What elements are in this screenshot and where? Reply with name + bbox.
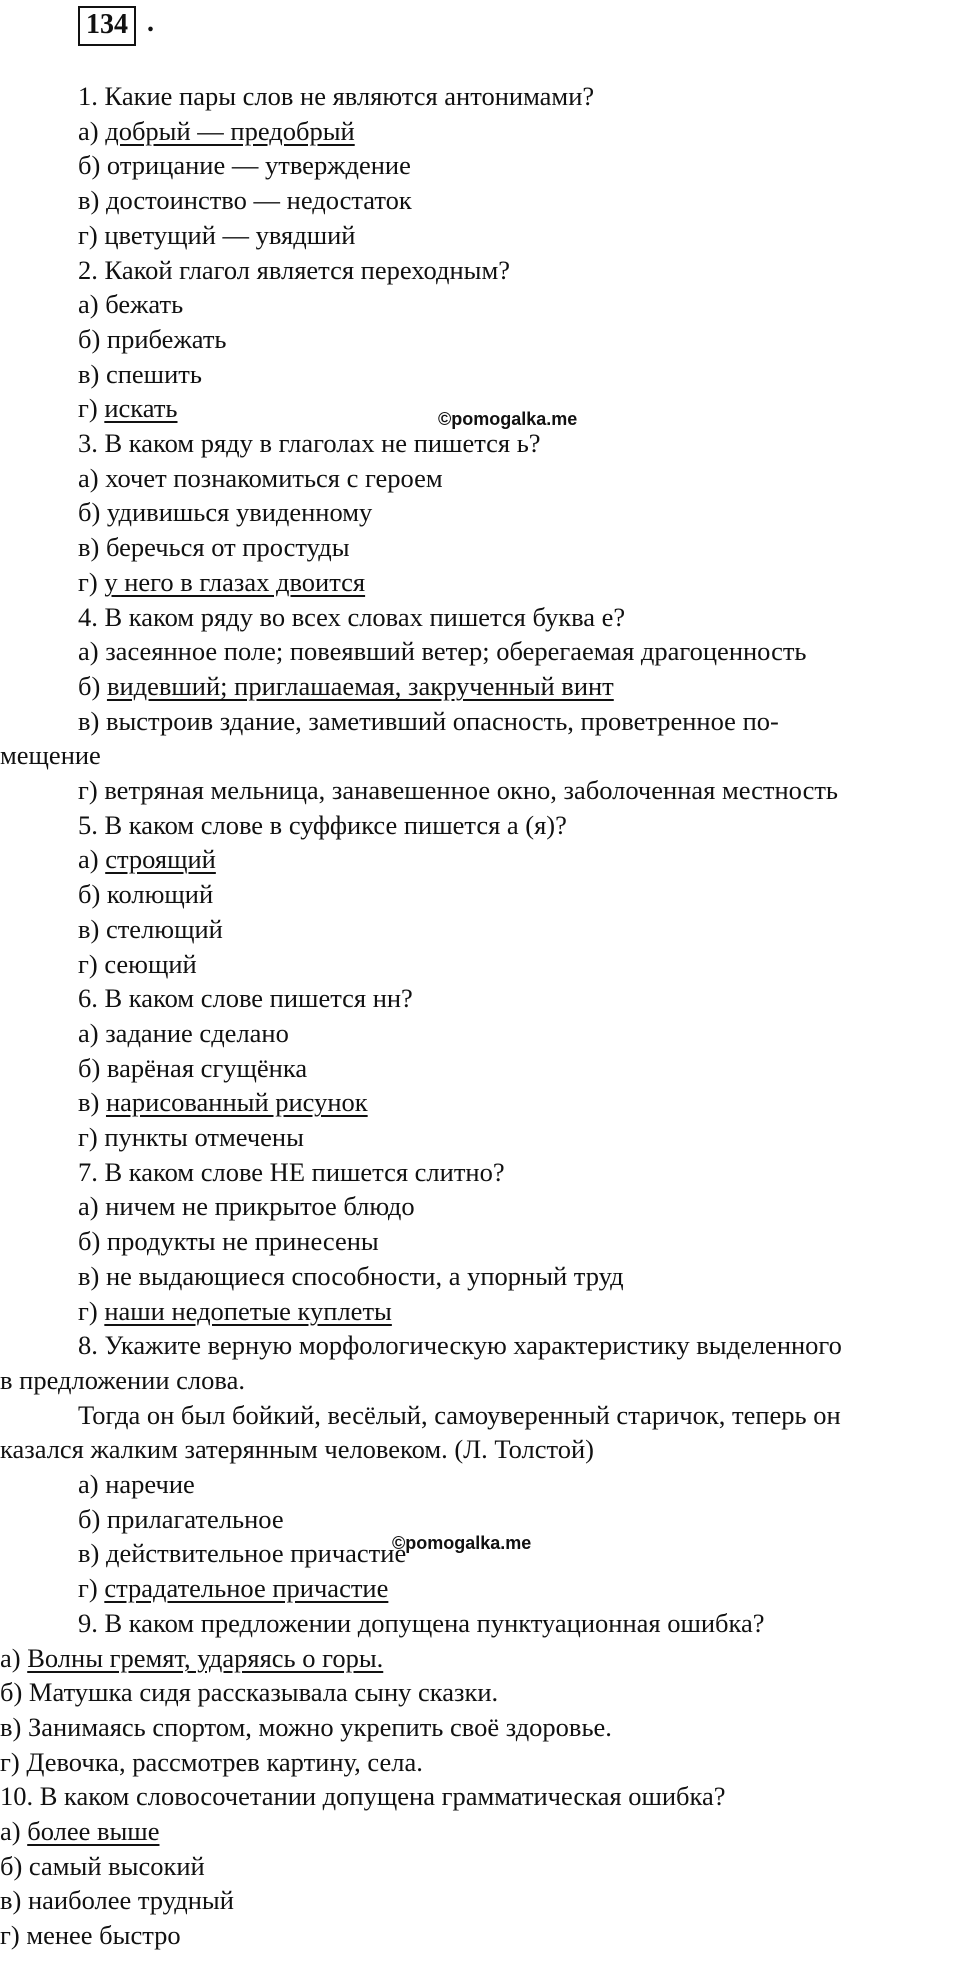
text-line xyxy=(0,1918,181,1953)
line-text: б) колющий xyxy=(78,879,214,910)
line-text: в) стелющий xyxy=(78,913,223,944)
text-line xyxy=(78,1328,842,1363)
text-line xyxy=(78,1571,388,1606)
line-text: б) Матушка сидя рассказывала сыну сказки. xyxy=(0,1677,499,1708)
text-line xyxy=(0,1675,498,1710)
line-text: б) прибежать xyxy=(78,323,227,354)
text-line xyxy=(78,183,412,218)
correct-answer-text: более выше xyxy=(27,1816,160,1846)
text-line xyxy=(78,1120,304,1155)
line-text: 10. В каком словосочетании допущена грамматическая ошибка? xyxy=(0,1781,726,1812)
text-line xyxy=(78,357,202,392)
line-text: г) сеющий xyxy=(78,948,197,979)
line-text: Тогда он был бойкий, весёлый, самоуверенный старичок, теперь он xyxy=(78,1399,841,1430)
line-text: б) прилагательное xyxy=(78,1503,284,1534)
text-line xyxy=(0,1779,726,1814)
text-line xyxy=(78,773,838,808)
text-line xyxy=(78,114,355,149)
line-text: б) удивишься увиденному xyxy=(78,497,373,528)
text-line xyxy=(78,1294,392,1329)
line-text: б) самый высокий xyxy=(0,1850,205,1881)
text-line xyxy=(78,565,365,600)
text-line xyxy=(0,1432,594,1467)
line-text: а) задание сделано xyxy=(78,1017,289,1048)
text-line xyxy=(78,1467,195,1502)
correct-answer-text: у него в глазах двоится xyxy=(104,566,366,597)
text-line xyxy=(78,1536,406,1571)
line-text: г) Девочка, рассмотрев картину, села. xyxy=(0,1746,423,1777)
text-line xyxy=(0,1710,612,1745)
text-line xyxy=(78,704,779,739)
text-line xyxy=(78,253,510,288)
line-text: г) цветущий — увядший xyxy=(78,219,356,250)
line-text: в) беречься от простуды xyxy=(78,532,350,563)
text-line xyxy=(78,1016,289,1051)
line-text: в) достоинство — недостаток xyxy=(78,185,412,216)
line-text: а) наречие xyxy=(78,1469,195,1499)
option-letter: г) xyxy=(78,1573,105,1604)
line-text: мещение xyxy=(0,740,101,771)
text-line xyxy=(78,461,443,496)
line-text: г) пункты отмечены xyxy=(78,1122,304,1152)
line-text: 5. В каком слове в суффиксе пишется а (я)? xyxy=(78,809,567,840)
line-text: казался жалким затерянным человеком. (Л. Толстой) xyxy=(0,1434,594,1465)
correct-answer-text: наши недопетые куплеты xyxy=(104,1295,392,1326)
line-text: а) хочет познакомиться с героем xyxy=(78,462,443,493)
text-line xyxy=(78,669,614,704)
text-line xyxy=(78,1189,415,1224)
text-line xyxy=(78,1224,379,1259)
text-line xyxy=(78,322,227,357)
text-line xyxy=(0,1849,205,1884)
option-letter: в) xyxy=(78,1087,106,1118)
option-letter: а) xyxy=(0,1816,28,1846)
line-text: г) менее быстро xyxy=(0,1920,181,1951)
text-line xyxy=(0,1641,383,1676)
text-line xyxy=(78,495,372,530)
option-letter: а) xyxy=(78,115,106,146)
line-text: в) Занимаясь спортом, можно укрепить своё здоровье. xyxy=(0,1711,612,1742)
page-number-box: 134 xyxy=(78,6,136,46)
text-line xyxy=(78,1502,284,1537)
option-letter: г) xyxy=(78,566,105,597)
option-letter: б) xyxy=(78,670,107,701)
text-line xyxy=(78,1606,765,1641)
text-line xyxy=(78,1259,624,1294)
correct-answer-text: искать xyxy=(104,393,178,424)
line-text: а) засеянное поле; повеявший ветер; оберегаемая драгоценность xyxy=(78,636,807,667)
option-letter: а) xyxy=(0,1642,28,1673)
line-text: 1. Какие пары слов не являются антонимами? xyxy=(78,81,595,111)
text-line xyxy=(78,634,807,669)
line-text: б) варёная сгущёнка xyxy=(78,1052,308,1083)
text-line xyxy=(78,426,541,461)
text-line xyxy=(78,981,413,1016)
option-letter: г) xyxy=(78,393,105,424)
text-line xyxy=(78,391,178,426)
line-text: а) бежать xyxy=(78,289,184,320)
line-text: 2. Какой глагол является переходным? xyxy=(78,254,510,285)
text-line xyxy=(78,530,350,565)
correct-answer-text: видевший; приглашаемая, закрученный винт xyxy=(106,670,614,701)
correct-answer-text: страдательное причастие xyxy=(104,1573,389,1604)
text-line xyxy=(0,738,101,773)
text-line xyxy=(78,842,216,877)
text-line xyxy=(78,600,625,635)
line-text: 7. В каком слове НЕ пишется слитно? xyxy=(78,1156,505,1187)
line-text: в) наиболее трудный xyxy=(0,1885,234,1916)
text-line xyxy=(0,1883,234,1918)
text-line xyxy=(0,1363,245,1398)
line-text: б) отрицание — утверждение xyxy=(78,150,411,181)
text-line xyxy=(78,148,411,183)
watermark: ©pomogalka.me xyxy=(438,409,578,429)
line-text: в) не выдающиеся способности, а упорный труд xyxy=(78,1260,624,1291)
text-line xyxy=(78,1398,841,1433)
line-text: г) ветряная мельница, занавешенное окно, заболоченная местность xyxy=(78,775,839,805)
line-text: 3. В каком ряду в глаголах не пишется ь? xyxy=(78,428,541,458)
text-line xyxy=(78,877,213,912)
text-line xyxy=(78,912,223,947)
text-line xyxy=(0,1745,423,1780)
option-letter: г) xyxy=(78,1295,105,1326)
line-text: 8. Укажите верную морфологическую характеристику выделенного xyxy=(78,1330,842,1361)
correct-answer-text: добрый — предобрый xyxy=(105,115,355,146)
line-text: в) действительное причастие xyxy=(78,1538,407,1569)
line-text: в) выстроив здание, заметивший опасность, проветренное по- xyxy=(78,705,779,736)
text-line xyxy=(78,1085,368,1120)
text-line xyxy=(0,1814,159,1849)
page-number-dot: . xyxy=(147,7,154,38)
option-letter: а) xyxy=(78,844,106,875)
line-text: в) спешить xyxy=(78,358,202,389)
line-text: б) продукты не принесены xyxy=(78,1226,379,1257)
text-line xyxy=(78,947,197,982)
text-line xyxy=(78,1051,307,1086)
watermark: ©pomogalka.me xyxy=(392,1533,532,1553)
correct-answer-text: Волны гремят, ударяясь о горы. xyxy=(27,1642,384,1673)
correct-answer-text: нарисованный рисунок xyxy=(105,1087,368,1118)
line-text: 9. В каком предложении допущена пунктуационная ошибка? xyxy=(78,1607,765,1638)
text-line xyxy=(78,1155,505,1190)
correct-answer-text: строящий xyxy=(105,844,216,875)
line-text: 6. В каком слове пишется нн? xyxy=(78,983,413,1014)
line-text: 4. В каком ряду во всех словах пишется буква е? xyxy=(78,601,626,632)
text-line xyxy=(78,808,567,843)
text-line xyxy=(78,287,183,322)
text-line xyxy=(78,218,355,253)
line-text: а) ничем не прикрытое блюдо xyxy=(78,1191,415,1222)
text-line xyxy=(78,79,594,114)
line-text: в предложении слова. xyxy=(0,1364,245,1395)
